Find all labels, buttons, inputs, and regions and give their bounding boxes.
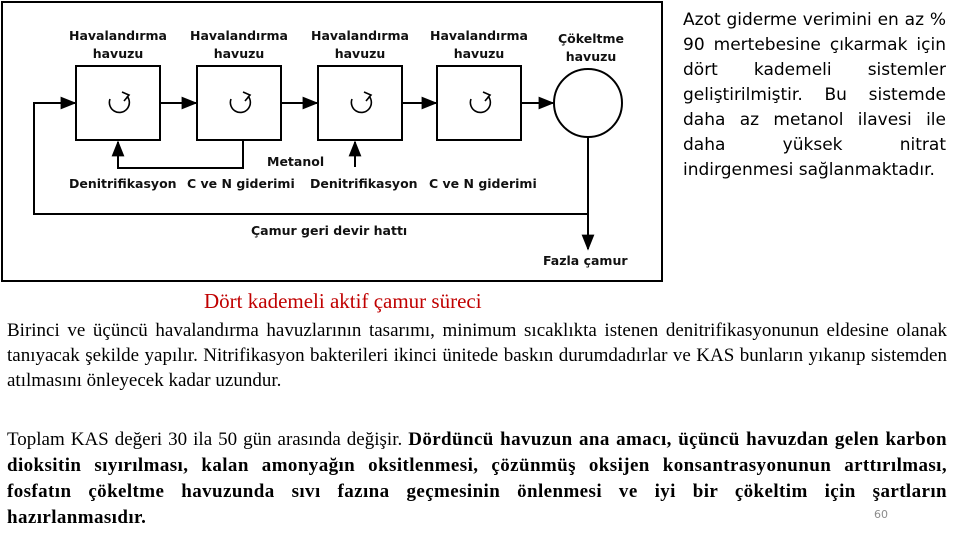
methanol-label: Metanol [267,154,325,169]
aeration-tank-2 [197,66,281,140]
stage-label: Denitrifikasyon [69,176,177,191]
mixer-icon [470,92,490,112]
mixer-icon [351,92,371,112]
stage-label: C ve N giderimi [429,176,537,191]
settler-label-line2: havuzu [565,49,617,64]
paragraph-2 [7,427,947,531]
mixer-icon [230,92,250,112]
aeration-tank-4 [437,66,521,140]
paragraph-2-bold: Dördüncü havuzun ana amacı, üçüncü havuzdan gelen karbon dioksitin sıyırılması, kalan amonyağın oksitlenmesi, çözünmüş oksijen konsantrasyonunun arttırılması, fosfatın çökeltme havuzunda sıvı fazına geçmesinin önlenmesi ve iyi bir çökeltim için şartların hazırlanmasıdır. [7,429,947,528]
tank-1-label-line1: Havalandırma [69,28,167,43]
tank-1-label-line2: havuzu [92,46,144,61]
stage-label: Denitrifikasyon [310,176,418,191]
paragraph-2-normal: Toplam KAS değeri 30 ila 50 gün arasında değişir. [7,429,409,450]
sludge-return-label: Çamur geri devir hattı [251,223,408,238]
aeration-tank-1 [76,66,160,140]
tank-3-label-line2: havuzu [334,46,386,61]
tank-3-label-line1: Havalandırma [311,28,409,43]
settling-tank [554,69,622,137]
page-number: 60 [874,508,888,521]
aeration-tank-3 [318,66,402,140]
tank-2-label-line1: Havalandırma [190,28,288,43]
excess-sludge-label: Fazla çamur [543,253,628,268]
slide-title: Dört kademeli aktif çamur süreci [204,289,482,313]
stage-label: C ve N giderimi [187,176,295,191]
settler-label-line1: Çökeltme [558,31,624,46]
side-description: Azot giderme verimini en az % 90 mertebesine çıkarmak için dört kademeli sistemler geliştirilmiştir. Bu sistemde daha az metanol ilavesi ile daha yüksek nitrat indirgenmesi sağlanmaktadır. [683,10,946,180]
paragraph-1: Birinci ve üçüncü havalandırma havuzlarının tasarımı, minimum sıcaklıkta istenen denitrifikasyonunun eldesine olanak tanıyacak şekilde yapılır. Nitrifikasyon bakterileri ikinci ünitede baskın durumdadırlar ve KAS bunların yıkanıp sistemden atılmasını önleyecek kadar uzundur. [7,320,947,391]
mixer-icon [109,92,129,112]
tank-2-label-line2: havuzu [213,46,265,61]
process-diagram [1,1,663,282]
tank-4-label-line1: Havalandırma [430,28,528,43]
tank-4-label-line2: havuzu [453,46,505,61]
methanol-feed-line [118,141,243,168]
